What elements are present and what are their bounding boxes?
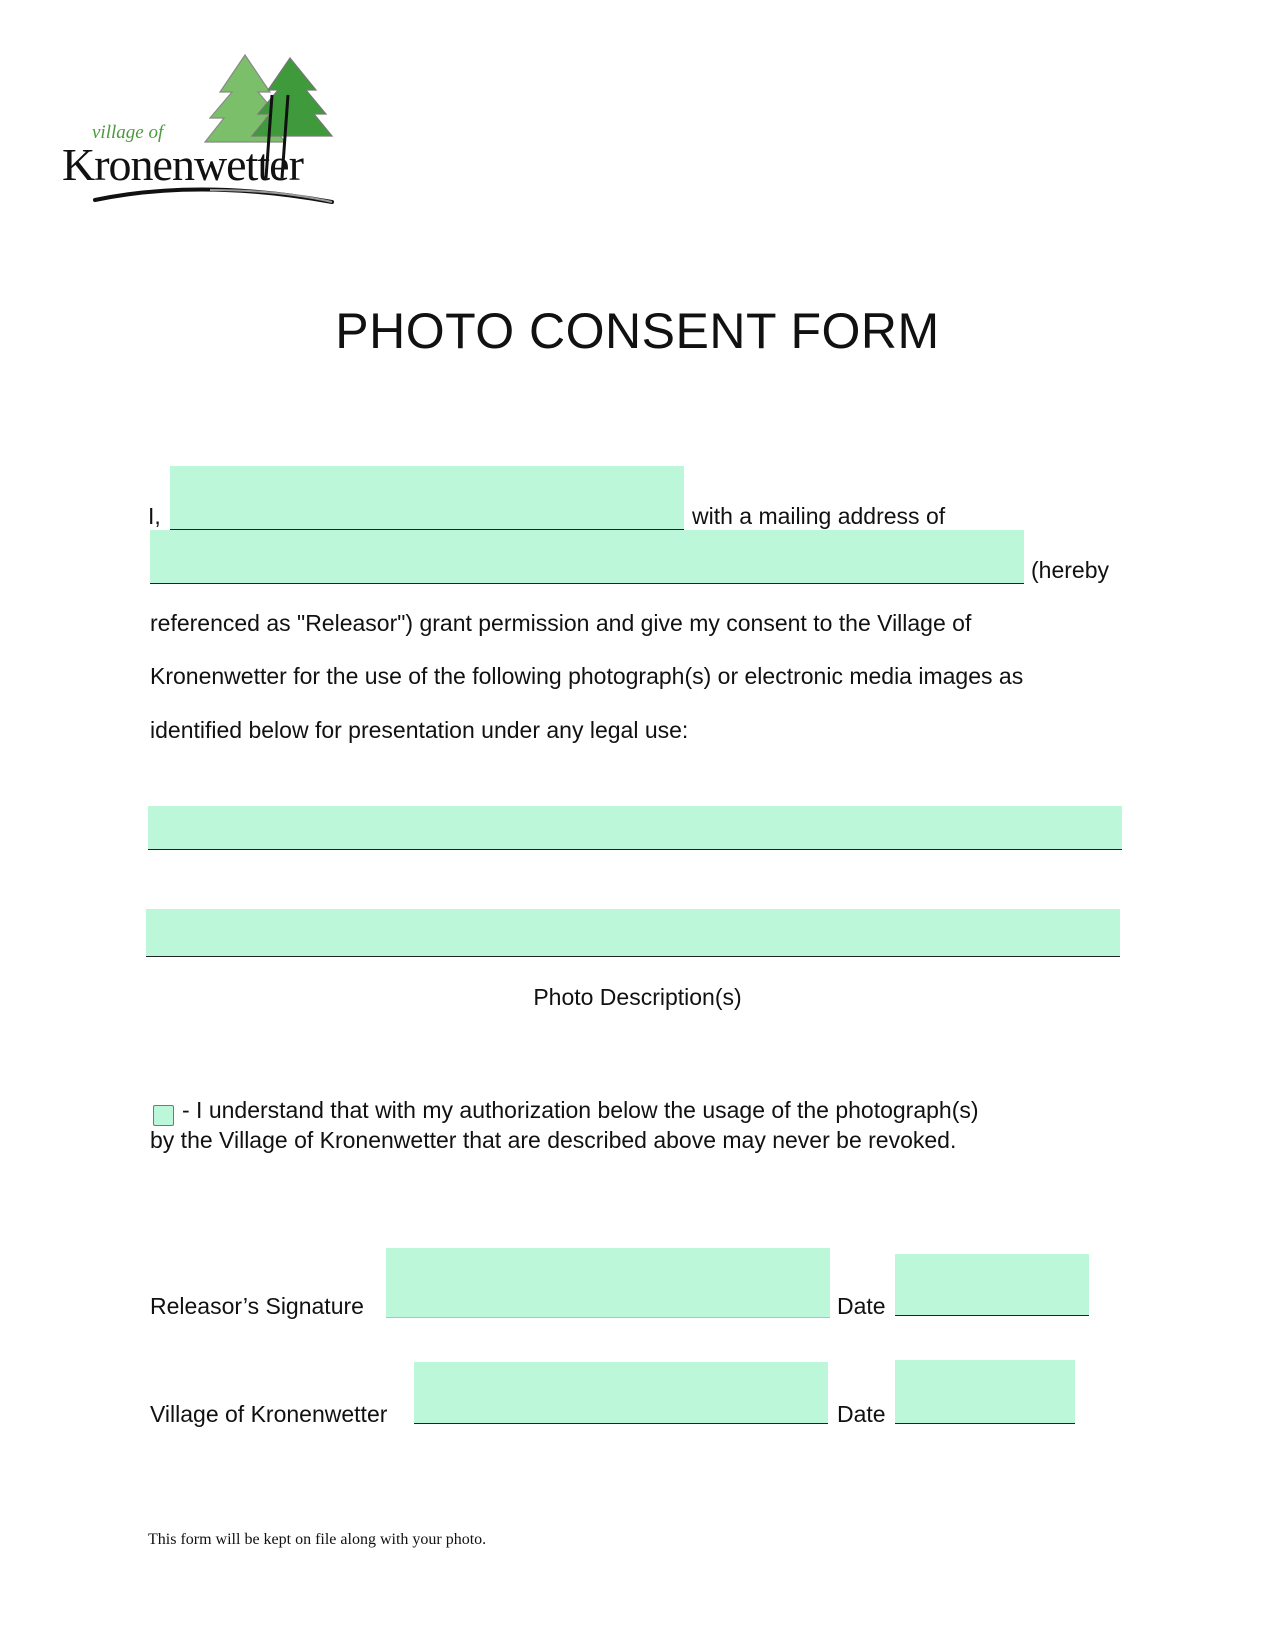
- logo-tagline: village of: [92, 122, 164, 143]
- body-line: referenced as "Releasor") grant permission and give my consent to the Village of: [150, 610, 972, 636]
- body-line: identified below for presentation under any legal use:: [150, 717, 689, 743]
- page-title: PHOTO CONSENT FORM: [335, 303, 940, 359]
- releasor-signature-input[interactable]: [386, 1248, 830, 1318]
- intro-prefix: I,: [148, 503, 161, 529]
- releasor-date-label: Date: [837, 1293, 886, 1319]
- hereby-text: (hereby: [1031, 557, 1109, 583]
- acknowledgement-checkbox[interactable]: [153, 1105, 174, 1126]
- village-logo: [60, 50, 360, 220]
- mailing-address-input[interactable]: [150, 530, 1024, 584]
- village-date-label: Date: [837, 1401, 886, 1427]
- village-date-input[interactable]: [895, 1360, 1075, 1424]
- photo-description-label: Photo Description(s): [533, 984, 742, 1010]
- releasor-date-input[interactable]: [895, 1254, 1089, 1316]
- body-line: Kronenwetter for the use of the following photograph(s) or electronic media images as: [150, 663, 1024, 689]
- village-signature-input[interactable]: [414, 1362, 828, 1424]
- mailing-address-label: with a mailing address of: [692, 503, 946, 529]
- acknowledgement-line-2: by the Village of Kronenwetter that are described above may never be revoked.: [150, 1127, 957, 1153]
- logo-wordmark: Kronenwetter: [62, 139, 303, 190]
- photo-description-input-1[interactable]: [148, 806, 1122, 850]
- footer-note: This form will be kept on file along with your photo.: [148, 1531, 487, 1548]
- releasor-name-input[interactable]: [170, 466, 684, 530]
- photo-description-input-2[interactable]: [146, 909, 1120, 957]
- releasor-signature-label: Releasor’s Signature: [150, 1293, 364, 1319]
- village-signature-label: Village of Kronenwetter: [150, 1401, 388, 1427]
- acknowledgement-line-1: - I understand that with my authorization below the usage of the photograph(s): [182, 1097, 979, 1123]
